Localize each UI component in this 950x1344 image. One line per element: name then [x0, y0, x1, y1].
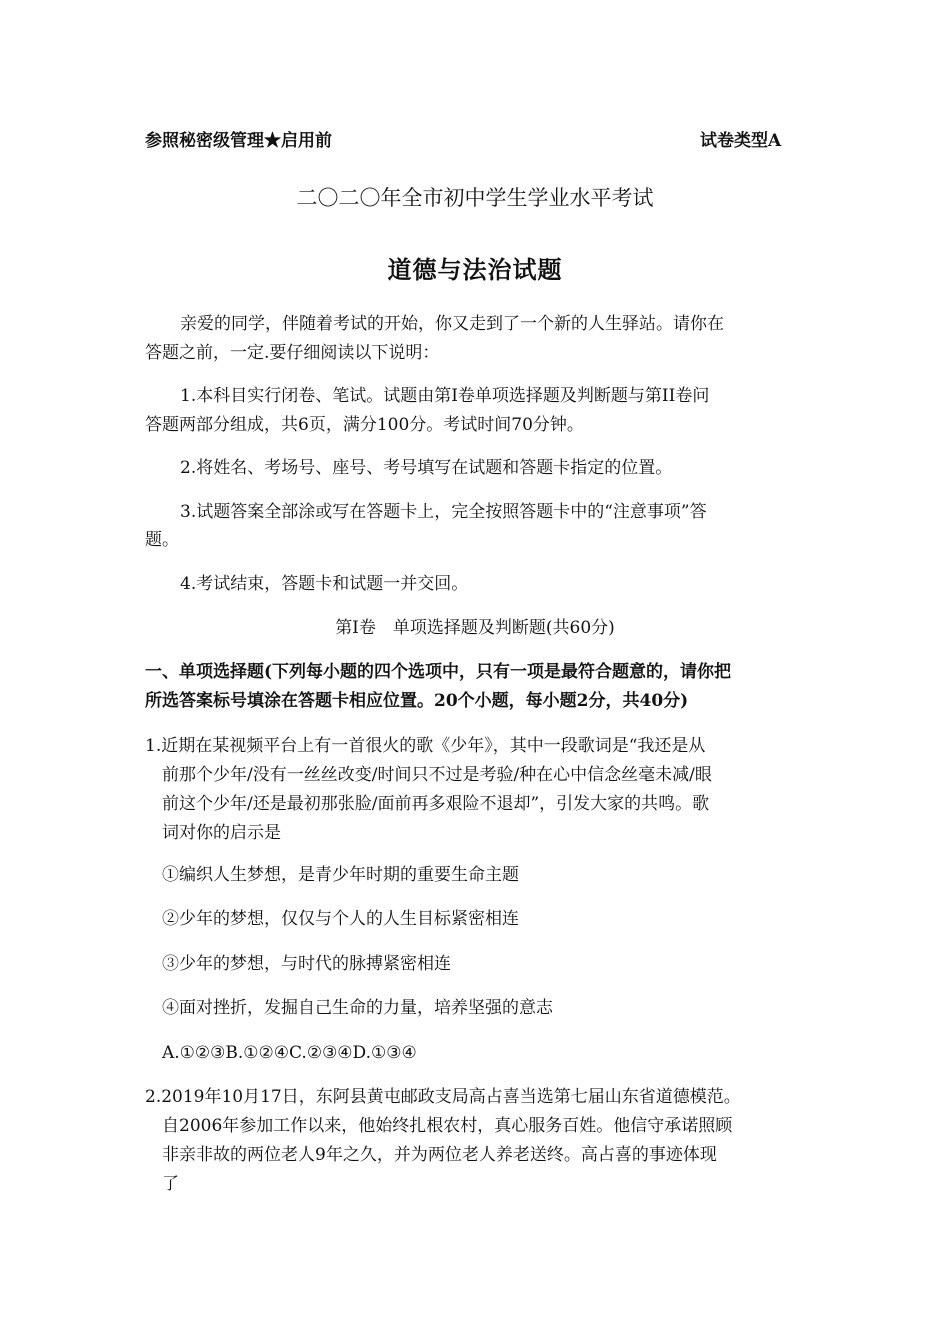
question-2-line-1: 2.2019年10月17日，东阿县黄屯邮政支局高占喜当选第七届山东省道德模范。: [145, 1087, 741, 1107]
instruction-4: 4.考试结束，答题卡和试题一并交回。: [180, 574, 469, 594]
paper-type-label: 试卷类型A: [700, 131, 782, 151]
statement-1: ①编织人生梦想，是青少年时期的重要生命主题: [162, 865, 519, 885]
instruction-3-line-2: 题。: [145, 530, 179, 550]
question-1-options: A.①②③B.①②④C.②③④D.①③④: [162, 1043, 417, 1063]
question-2-line-2: 自2006年参加工作以来，他始终扎根农村，真心服务百姓。他信守承诺照顾: [162, 1116, 733, 1136]
section-title: 第Ⅰ卷 单项选择题及判断题(共60分): [335, 618, 615, 638]
part-heading-line-1: 一、单项选择题(下列每小题的四个选项中，只有一项是最符合题意的，请你把: [145, 662, 732, 682]
instruction-1-line-2: 答题两部分组成，共6页，满分100分。考试时间70分钟。: [145, 415, 584, 435]
instruction-1-line-1: 1.本科目实行闭卷、笔试。试题由第Ⅰ卷单项选择题及判断题与第II卷问: [180, 386, 710, 406]
statement-3: ③少年的梦想，与时代的脉搏紧密相连: [162, 954, 451, 974]
intro-line-1: 亲爱的同学，伴随着考试的开始，你又走到了一个新的人生驿站。请你在: [180, 314, 724, 334]
confidentiality-label: 参照秘密级管理★启用前: [145, 131, 332, 151]
instruction-2: 2.将姓名、考场号、座号、考号填写在试题和答题卡指定的位置。: [180, 458, 673, 478]
statement-2: ②少年的梦想，仅仅与个人的人生目标紧密相连: [162, 909, 519, 929]
question-2-line-4: 了: [162, 1174, 179, 1194]
exam-title: 二〇二〇年全市初中学生学业水平考试: [296, 186, 654, 210]
intro-line-2: 答题之前，一定.要仔细阅读以下说明：: [145, 343, 440, 363]
statement-4: ④面对挫折，发掘自己生命的力量，培养坚强的意志: [162, 998, 553, 1018]
question-1-line-3: 前这个少年/还是最初那张脸/面前再多艰险不退却”，引发大家的共鸣。歌: [162, 794, 710, 814]
part-heading-line-2: 所选答案标号填涂在答题卡相应位置。20个小题，每小题2分，共40分): [145, 691, 689, 711]
subject-title: 道德与法治试题: [387, 255, 563, 284]
question-2-line-3: 非亲非故的两位老人9年之久，并为两位老人养老送终。高占喜的事迹体现: [162, 1145, 717, 1165]
question-1-line-4: 词对你的启示是: [162, 823, 281, 843]
question-1-line-1: 1.近期在某视频平台上有一首很火的歌《少年》，其中一段歌词是“我还是从: [145, 736, 706, 756]
instruction-3-line-1: 3.试题答案全部涂或写在答题卡上，完全按照答题卡中的“注意事项”答: [180, 502, 707, 522]
question-1-line-2: 前那个少年/没有一丝丝改变/时间只不过是考验/种在心中信念丝毫未减/眼: [162, 765, 712, 785]
